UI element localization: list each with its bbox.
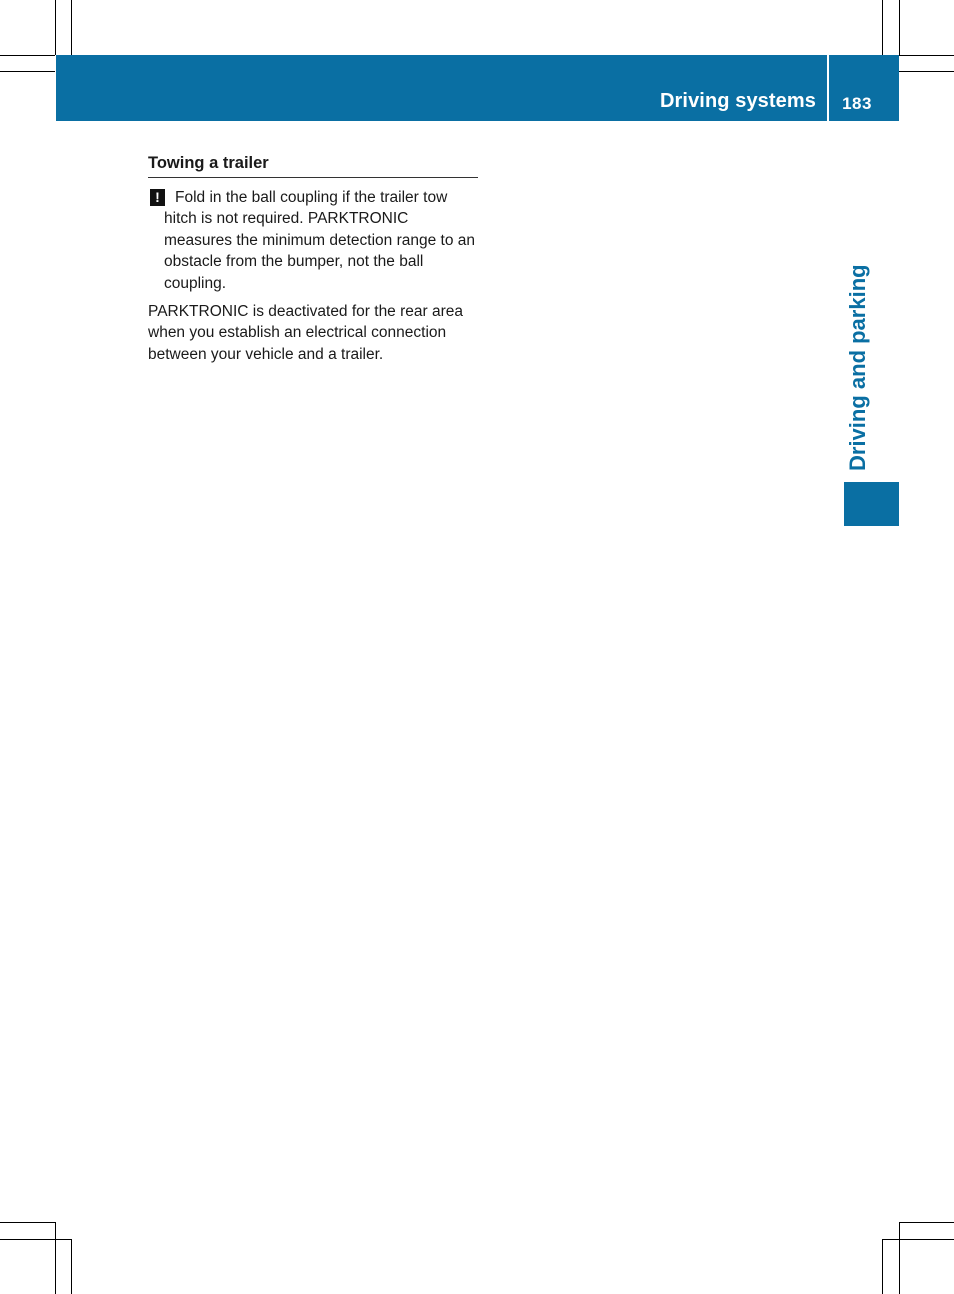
crop-mark	[0, 55, 55, 56]
crop-mark	[0, 1239, 71, 1240]
crop-mark	[0, 1222, 55, 1223]
crop-mark	[55, 0, 56, 55]
crop-mark	[71, 1239, 72, 1294]
crop-mark	[0, 71, 55, 72]
body-paragraph: PARKTRONIC is deactivated for the rear area when you establish an electrical connection between your vehicle and a trailer.	[148, 303, 464, 363]
crop-mark	[71, 0, 72, 55]
crop-mark	[882, 1239, 883, 1294]
page-number: 183	[842, 94, 872, 113]
crop-mark	[899, 1222, 954, 1223]
warning-note	[148, 187, 478, 294]
crop-mark	[899, 71, 954, 72]
crop-mark	[882, 1239, 954, 1240]
content-heading: Towing a trailer	[148, 153, 478, 178]
crop-mark	[55, 1222, 56, 1294]
chapter-tab-marker	[844, 482, 899, 526]
chapter-tab-title: Driving and parking	[845, 264, 870, 471]
crop-mark	[899, 55, 954, 56]
main-content	[148, 153, 478, 365]
exclamation-icon: !	[150, 189, 165, 206]
note-text: Fold in the ball coupling if the trailer tow hitch is not required. PARKTRONIC measures the minimum detection range to an obstacle from the bumper, not the ball coupling.	[164, 189, 476, 292]
crop-mark	[899, 0, 900, 55]
section-title: Driving systems	[659, 90, 816, 112]
crop-mark	[882, 0, 883, 55]
crop-mark	[899, 1222, 900, 1294]
